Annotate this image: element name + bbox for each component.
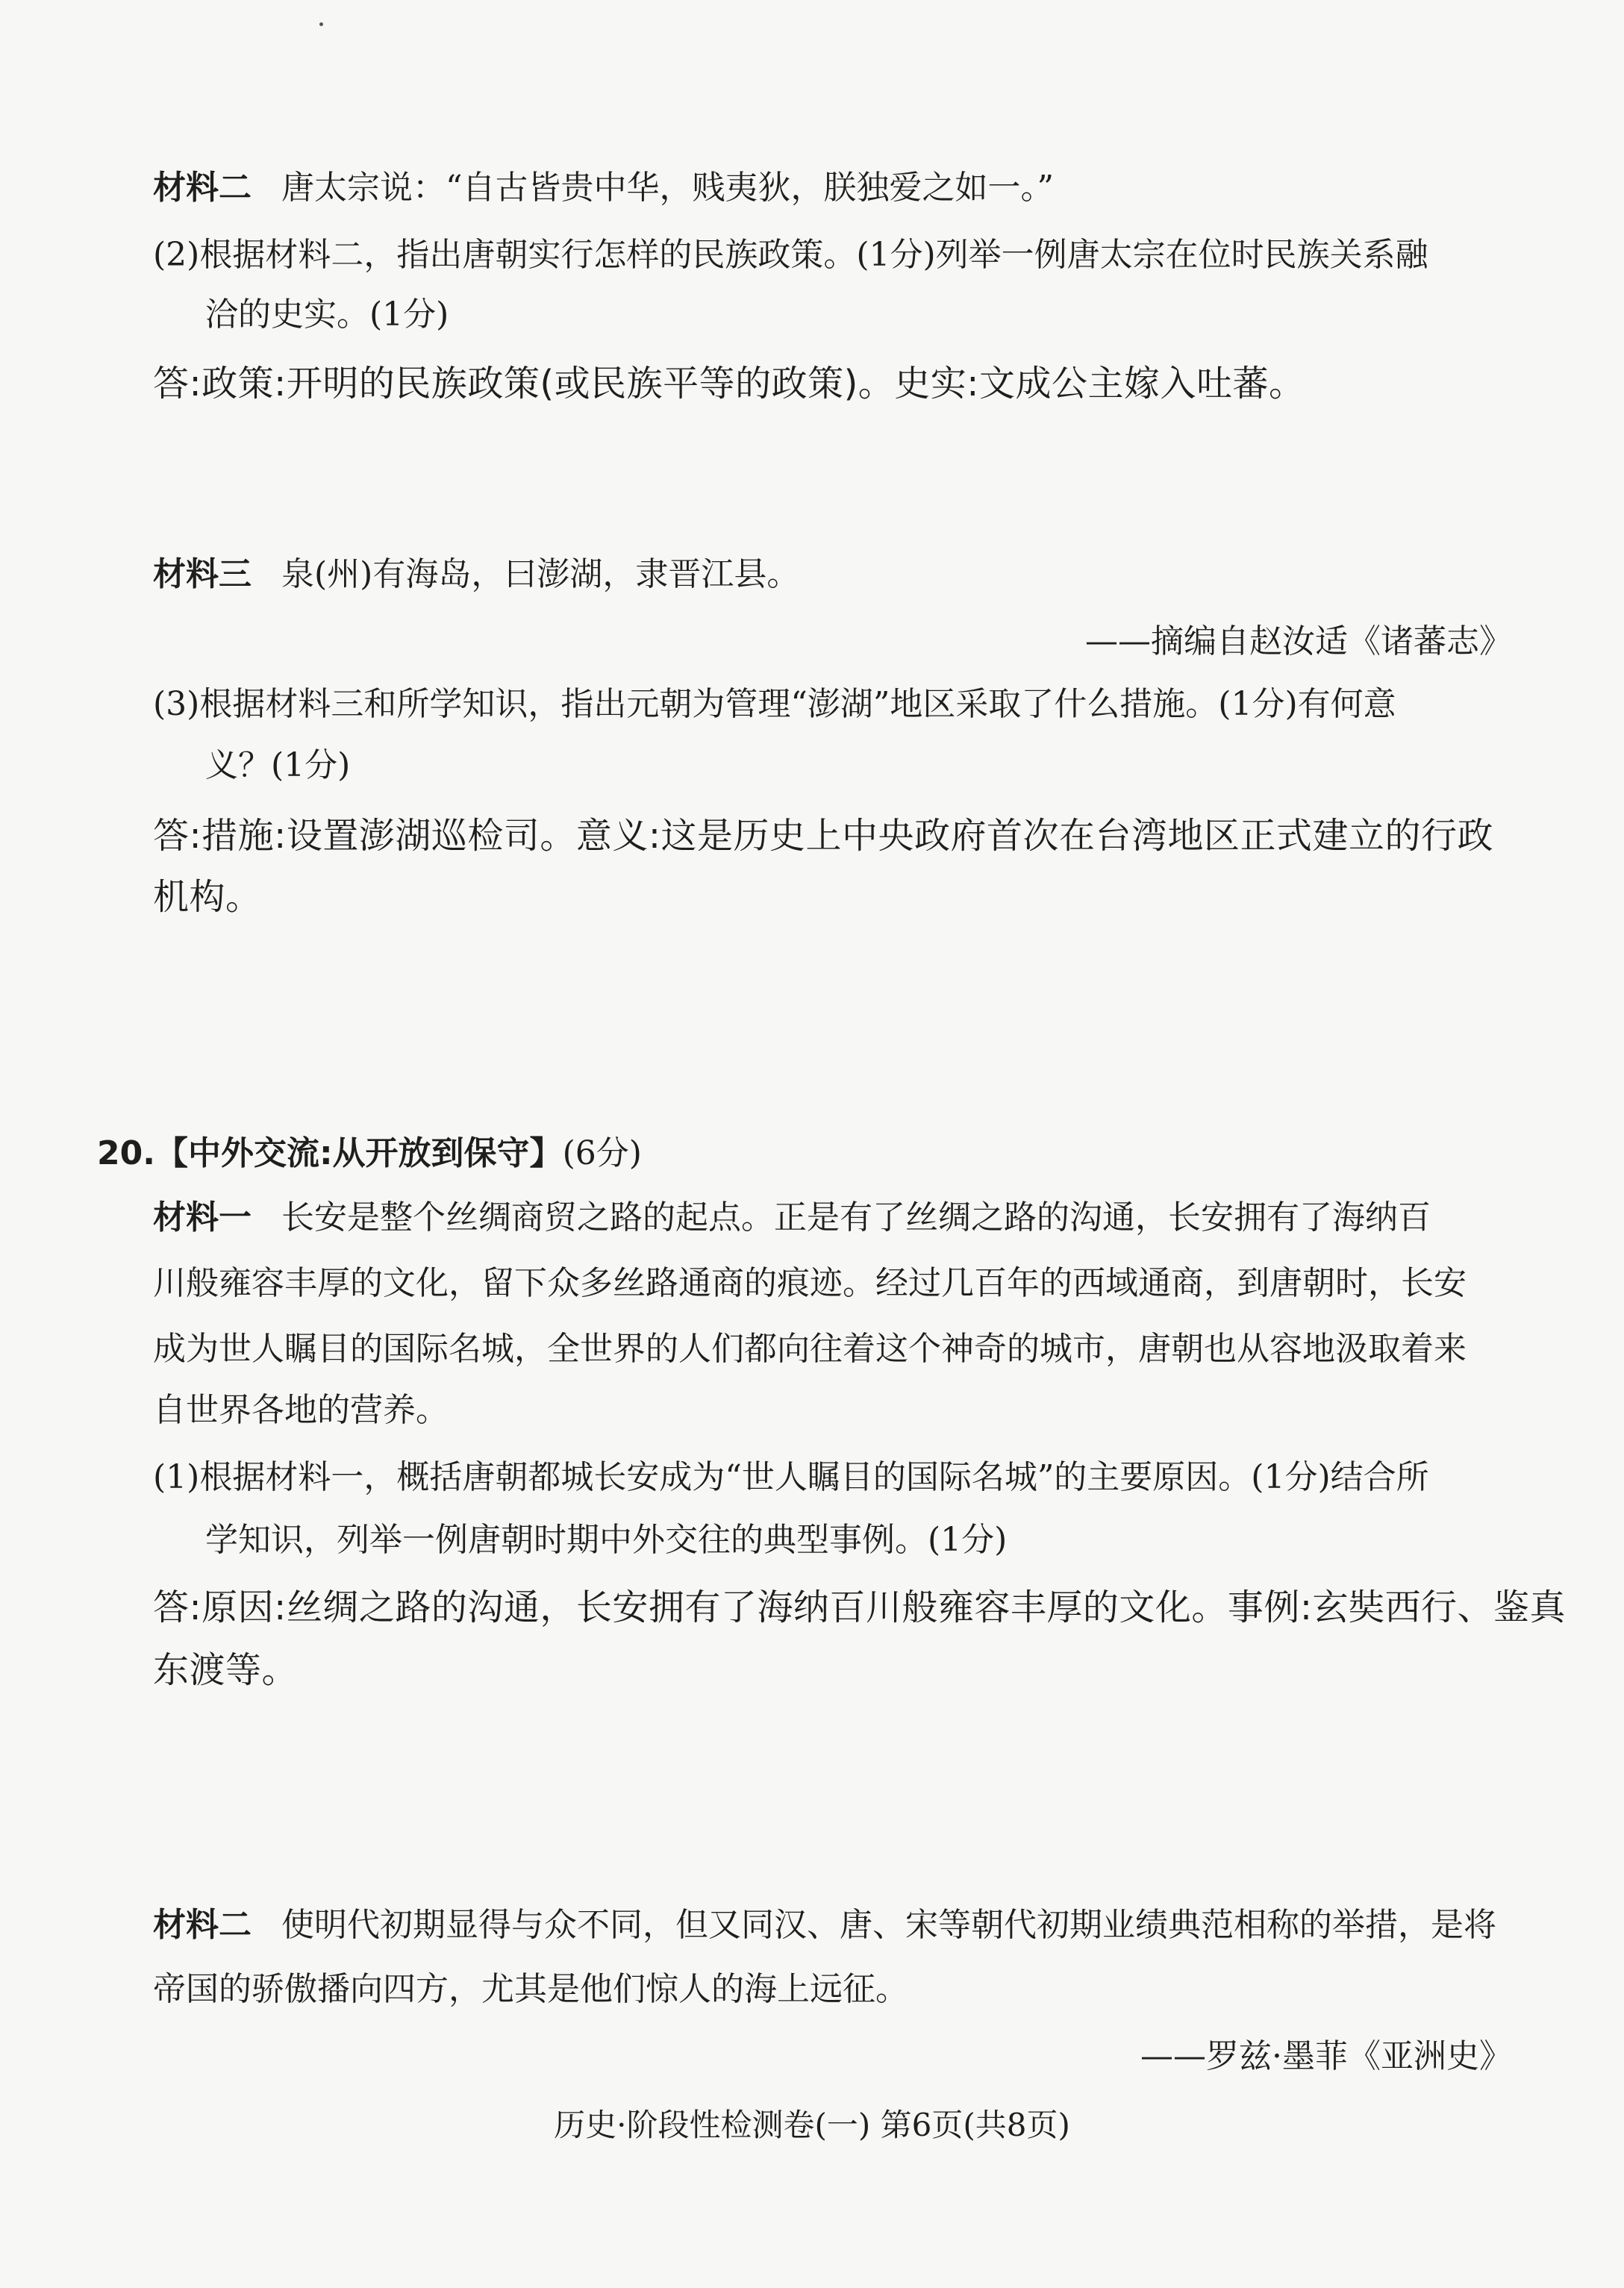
material-text: 泉(州)有海岛，曰澎湖，隶晋江县。 bbox=[281, 555, 800, 593]
material-1-line-2: 川般雍容丰厚的文化，留下众多丝路通商的痕迹。经过几百年的西域通商，到唐朝时，长安 bbox=[153, 1264, 1467, 1302]
question-score: (6分) bbox=[562, 1134, 642, 1172]
material-text: 长安是整个丝绸商贸之路的起点。正是有了丝绸之路的沟通，长安拥有了海纳百 bbox=[281, 1198, 1431, 1237]
material-1-line-3: 成为世人瞩目的国际名城，全世界的人们都向往着这个神奇的城市，唐朝也从容地汲取着来 bbox=[153, 1330, 1467, 1368]
question-3-line-2: 义？(1分) bbox=[205, 746, 351, 784]
answer-1-line-2: 东渡等。 bbox=[153, 1649, 299, 1691]
answer-3-line-1: 答:措施:设置澎湖巡检司。意义:这是历史上中央政府首次在台湾地区正式建立的行政 bbox=[153, 815, 1494, 857]
answer-3-line-2: 机构。 bbox=[153, 876, 262, 918]
material-label: 材料一 bbox=[153, 1198, 252, 1237]
material-1-line-1 bbox=[153, 1195, 1512, 1240]
material-3-source: ——摘编自赵汝适《诸蕃志》 bbox=[1085, 622, 1512, 660]
material-2b-source: ——罗兹·墨菲《亚洲史》 bbox=[1140, 2037, 1512, 2075]
material-label: 材料三 bbox=[153, 555, 252, 593]
question-3-line-1: (3)根据材料三和所学知识，指出元朝为管理“澎湖”地区采取了什么措施。(1分)有何意 bbox=[153, 685, 1396, 723]
question-1-line-1: (1)根据材料一，概括唐朝都城长安成为“世人瞩目的国际名城”的主要原因。(1分)结合所 bbox=[153, 1458, 1429, 1496]
page-footer: 历史·阶段性检测卷(一) 第6页(共8页) bbox=[554, 2107, 1070, 2143]
question-number: 20. bbox=[97, 1134, 155, 1172]
question-20-heading bbox=[97, 1131, 1512, 1176]
material-1-line-4: 自世界各地的营养。 bbox=[153, 1391, 449, 1429]
question-title: 【中外交流:从开放到保守】 bbox=[154, 1134, 563, 1172]
question-2-line-1: (2)根据材料二，指出唐朝实行怎样的民族政策。(1分)列举一例唐太宗在位时民族关系融 bbox=[153, 236, 1428, 274]
material-label: 材料二 bbox=[153, 169, 252, 207]
material-2b-line-1 bbox=[153, 1903, 1512, 1948]
material-text: 唐太宗说：“自古皆贵中华，贱夷狄，朕独爱之如一。” bbox=[281, 169, 1054, 207]
material-2b-line-2: 帝国的骄傲播向四方，尤其是他们惊人的海上远征。 bbox=[153, 1970, 908, 2008]
question-1-line-2: 学知识，列举一例唐朝时期中外交往的典型事例。(1分) bbox=[205, 1521, 1008, 1559]
answer-1-line-1: 答:原因:丝绸之路的沟通，长安拥有了海纳百川般雍容丰厚的文化。事例:玄奘西行、鉴真 bbox=[153, 1587, 1567, 1628]
material-2-line bbox=[153, 166, 1512, 210]
material-3-line bbox=[153, 552, 1512, 597]
answer-2: 答:政策:开明的民族政策(或民族平等的政策)。史实:文成公主嫁入吐蕃。 bbox=[153, 363, 1305, 404]
question-2-line-2: 洽的史实。(1分) bbox=[205, 296, 449, 334]
scan-speck bbox=[319, 22, 323, 26]
material-text: 使明代初期显得与众不同，但又同汉、唐、宋等朝代初期业绩典范相称的举措，是将 bbox=[281, 1906, 1496, 1944]
material-label: 材料二 bbox=[153, 1906, 252, 1944]
